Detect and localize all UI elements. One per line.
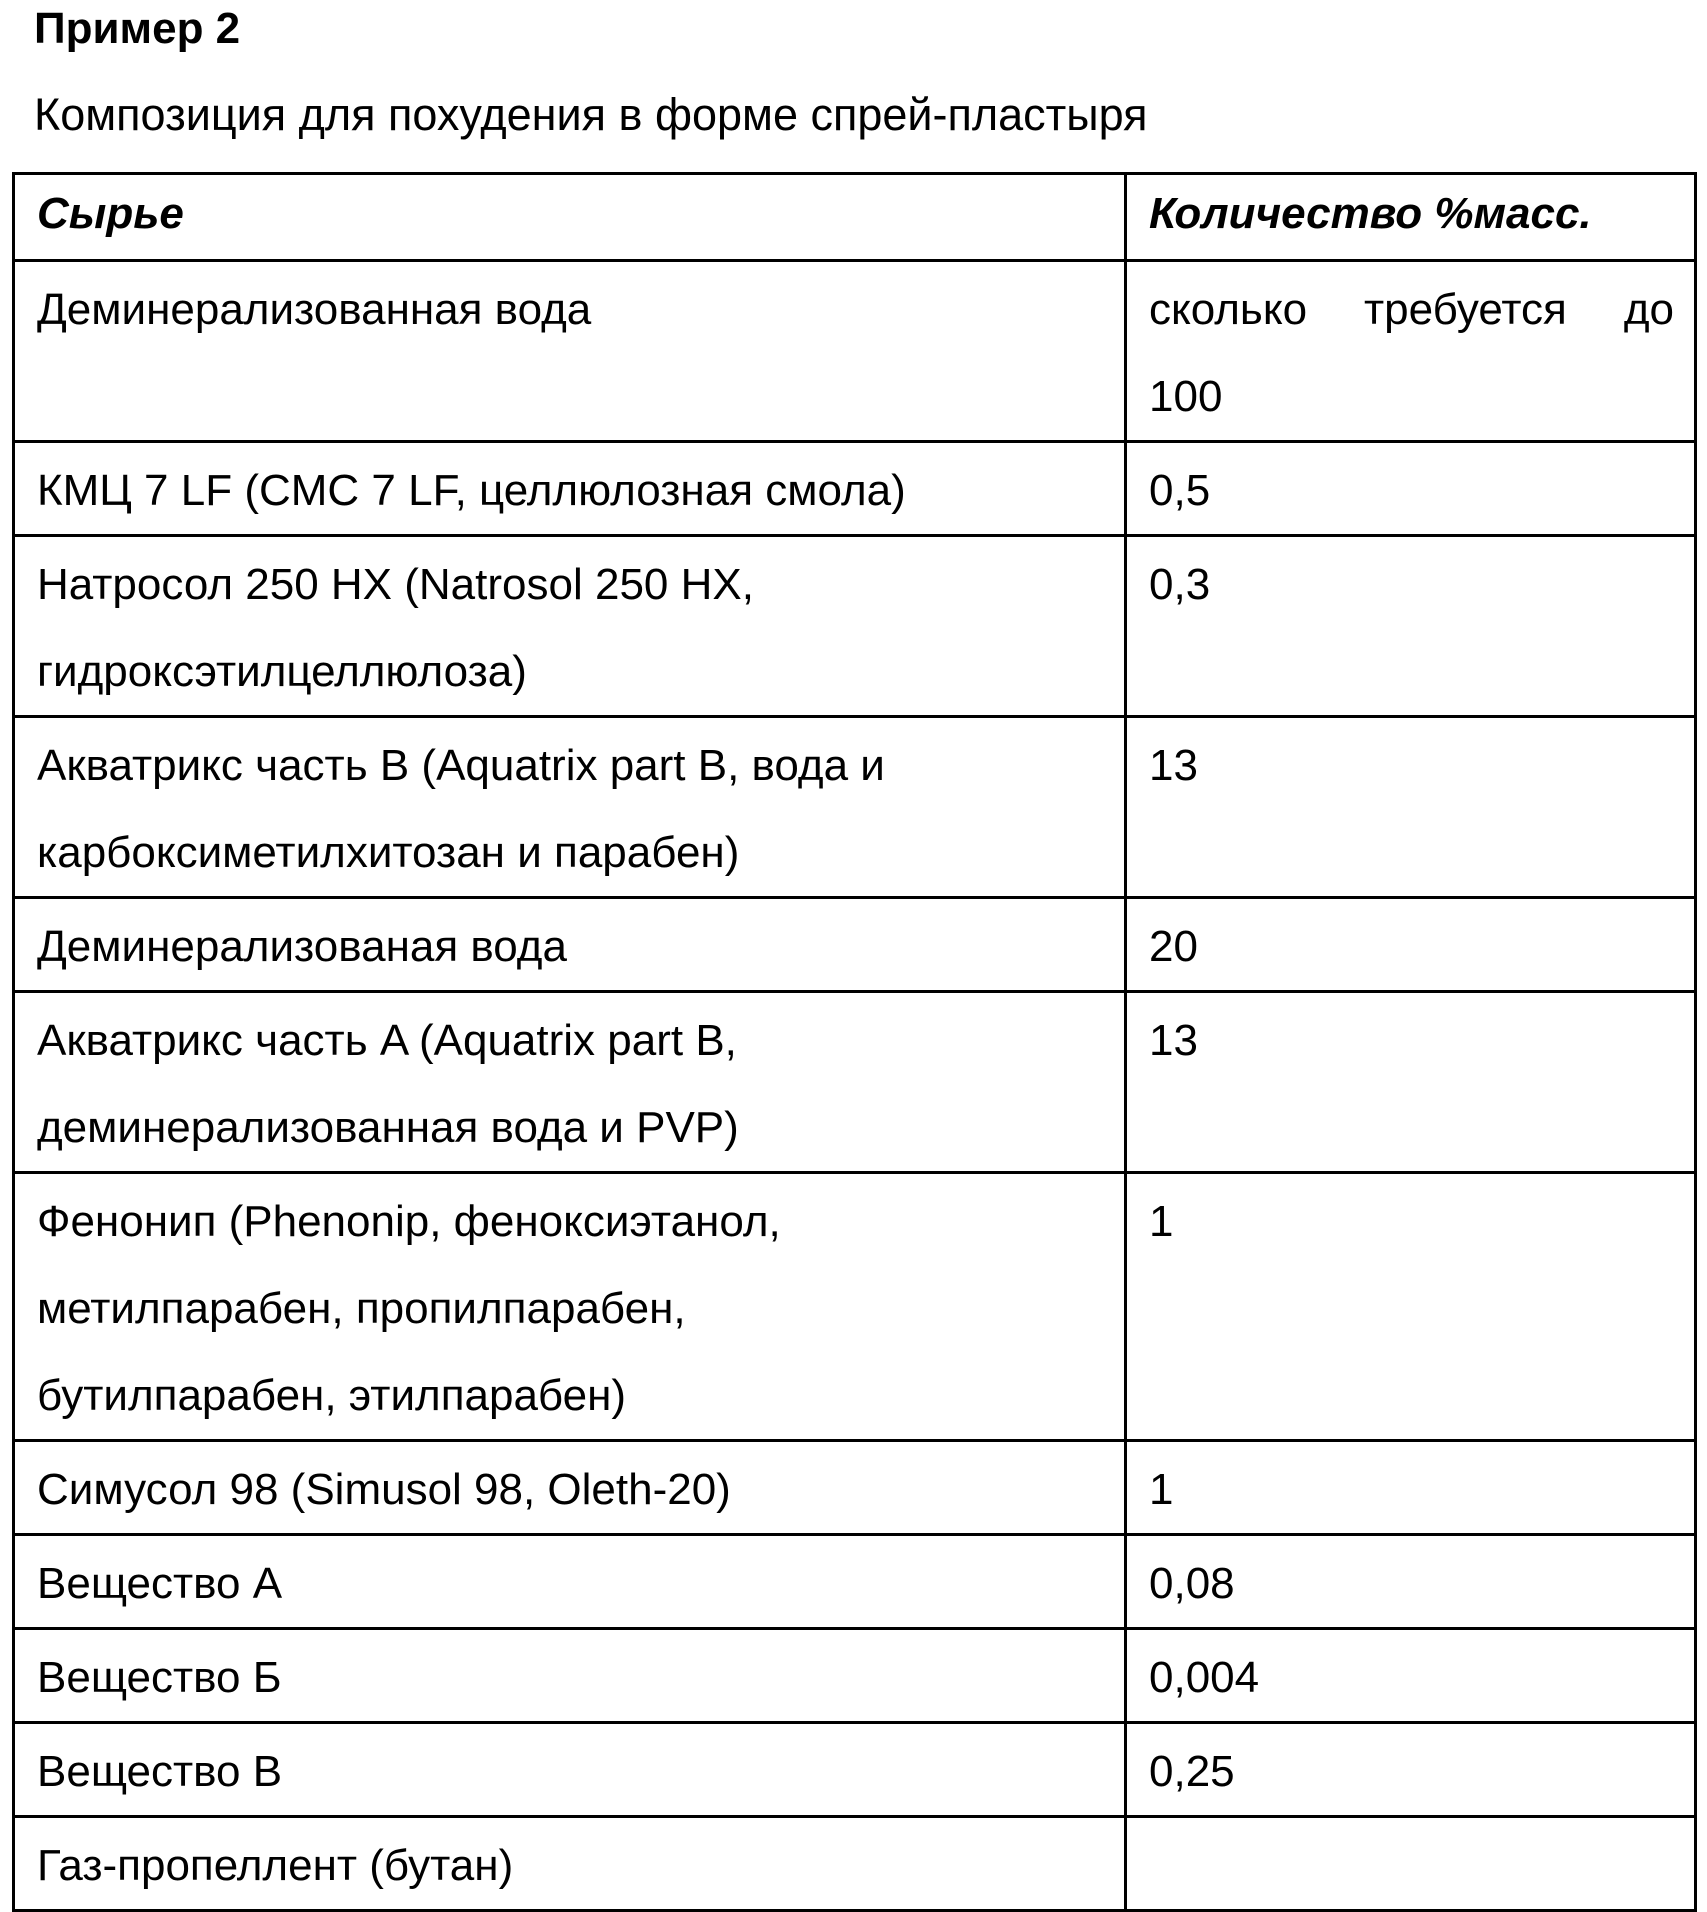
table-row (14, 898, 1696, 992)
material-line: Акватрикс часть B (Aquatrix part B, вода и (37, 722, 1102, 809)
amount-cell: 13 (1126, 717, 1696, 898)
material-cell: Вещество А (14, 1535, 1126, 1629)
amount-cell (1126, 261, 1696, 442)
amount-cell: 0,004 (1126, 1629, 1696, 1723)
material-cell: Симусол 98 (Simusol 98, Oleth-20) (14, 1441, 1126, 1535)
table-row (14, 261, 1696, 442)
amount-cell: 0,3 (1126, 536, 1696, 717)
table-row (14, 992, 1696, 1173)
table-row (14, 1817, 1696, 1911)
material-cell: КМЦ 7 LF (CMC 7 LF, целлюлозная смола) (14, 442, 1126, 536)
amount-line-1 (1149, 266, 1674, 353)
table-row (14, 536, 1696, 717)
amount-cell: 13 (1126, 992, 1696, 1173)
table-row (14, 1723, 1696, 1817)
amount-cell: 0,08 (1126, 1535, 1696, 1629)
material-cell: Вещество В (14, 1723, 1126, 1817)
material-line: Фенонип (Phenonip, феноксиэтанол, (37, 1178, 1102, 1265)
table-row (14, 1629, 1696, 1723)
material-line: карбоксиметилхитозан и парабен) (37, 809, 1102, 896)
material-cell (14, 717, 1126, 898)
material-line: метилпарабен, пропилпарабен, (37, 1265, 1102, 1352)
example-heading: Пример 2 (34, 2, 240, 56)
composition-table (12, 172, 1697, 1912)
header-material: Сырье (14, 174, 1126, 261)
amount-line-2: 100 (1149, 353, 1674, 440)
amount-word: требуется (1364, 266, 1567, 353)
amount-word: сколько (1149, 266, 1307, 353)
material-cell: Вещество Б (14, 1629, 1126, 1723)
material-cell (14, 992, 1126, 1173)
amount-cell: 20 (1126, 898, 1696, 992)
material-line: Акватрикс часть A (Aquatrix part B, (37, 997, 1102, 1084)
table-row (14, 1441, 1696, 1535)
material-cell (14, 536, 1126, 717)
table-row (14, 1173, 1696, 1441)
material-line: гидроксэтилцеллюлоза) (37, 628, 1102, 715)
amount-word: до (1624, 266, 1674, 353)
table-header-row (14, 174, 1696, 261)
amount-cell: 0,25 (1126, 1723, 1696, 1817)
amount-cell: 0,5 (1126, 442, 1696, 536)
table-row (14, 1535, 1696, 1629)
composition-title: Композиция для похудения в форме спрей-пластыря (34, 88, 1148, 142)
material-cell (14, 1173, 1126, 1441)
amount-cell: 1 (1126, 1441, 1696, 1535)
material-line: Натросол 250 HX (Natrosol 250 HX, (37, 541, 1102, 628)
material-line: деминерализованная вода и PVP) (37, 1084, 1102, 1171)
table-row (14, 717, 1696, 898)
table-row (14, 442, 1696, 536)
material-cell: Газ-пропеллент (бутан) (14, 1817, 1126, 1911)
material-cell: Деминерализованая вода (14, 898, 1126, 992)
amount-cell: 1 (1126, 1173, 1696, 1441)
material-cell: Деминерализованная вода (14, 261, 1126, 442)
amount-cell (1126, 1817, 1696, 1911)
header-amount: Количество %масс. (1126, 174, 1696, 261)
material-line: бутилпарабен, этилпарабен) (37, 1352, 1102, 1439)
